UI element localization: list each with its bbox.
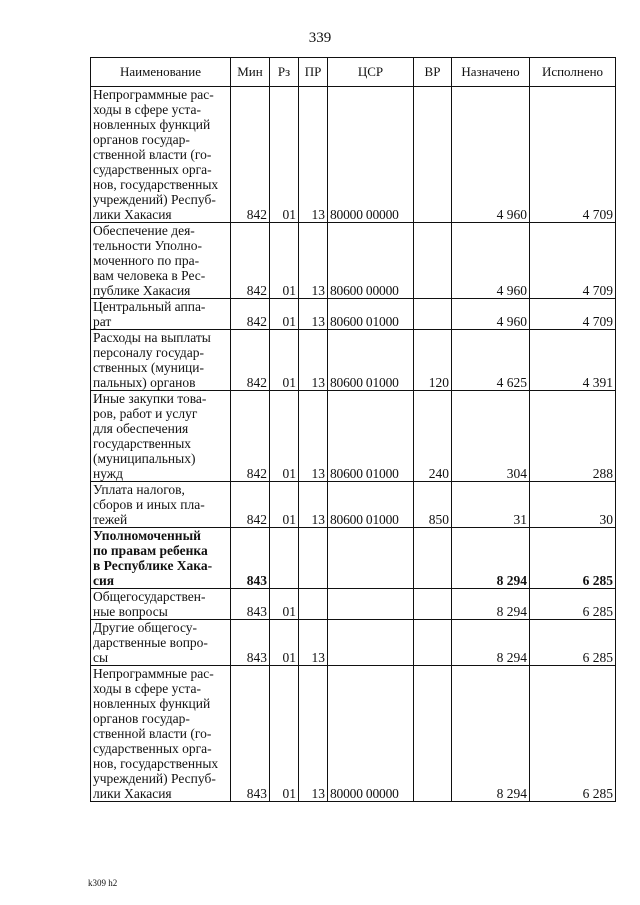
table-row — [91, 330, 616, 391]
row-name — [91, 330, 231, 391]
cell-csr: 80600 01000 — [328, 330, 414, 391]
cell-rz: 01 — [270, 223, 299, 299]
cell-vr — [414, 87, 452, 223]
row-name-line: ров, работ и услуг — [93, 406, 198, 421]
cell-min: 843 — [231, 528, 270, 589]
row-name-line: ственных (муници- — [93, 360, 205, 375]
page-number: 339 — [308, 30, 332, 46]
row-name-line: учреждений) Респуб- — [93, 771, 216, 786]
footer-code: k309 h2 — [88, 878, 118, 888]
row-name-line: персоналу государ- — [93, 345, 205, 360]
cell-vr — [414, 299, 452, 330]
cell-pr: 13 — [299, 330, 328, 391]
cell-csr — [328, 620, 414, 666]
cell-min: 842 — [231, 330, 270, 391]
cell-csr: 80000 00000 — [328, 87, 414, 223]
column-header-executed: Исполнено — [530, 58, 616, 87]
cell-executed: 4 391 — [530, 330, 616, 391]
cell-vr — [414, 666, 452, 802]
row-name — [91, 528, 231, 589]
cell-executed: 6 285 — [530, 589, 616, 620]
row-name-line: публике Хакасия — [93, 283, 191, 298]
row-name-line: рат — [93, 314, 112, 329]
row-name — [91, 87, 231, 223]
cell-assigned: 4 960 — [452, 299, 530, 330]
cell-vr: 120 — [414, 330, 452, 391]
table-row — [91, 391, 616, 482]
cell-assigned: 8 294 — [452, 589, 530, 620]
cell-pr: 13 — [299, 391, 328, 482]
column-header-pr: ПР — [299, 58, 328, 87]
cell-rz — [270, 528, 299, 589]
row-name-line: пальных) органов — [93, 375, 196, 390]
row-name-line: Уплата налогов, — [93, 482, 185, 497]
cell-pr: 13 — [299, 620, 328, 666]
row-name-line: Обеспечение дея- — [93, 223, 195, 238]
row-name — [91, 666, 231, 802]
column-header-assigned: Назначено — [452, 58, 530, 87]
row-name-line: Иные закупки това- — [93, 391, 207, 406]
row-name — [91, 482, 231, 528]
column-header-csr: ЦСР — [328, 58, 414, 87]
cell-executed: 4 709 — [530, 87, 616, 223]
row-name-line: вам человека в Рес- — [93, 268, 206, 283]
cell-pr: 13 — [299, 482, 328, 528]
cell-assigned: 304 — [452, 391, 530, 482]
cell-pr — [299, 528, 328, 589]
table-header-row — [91, 58, 616, 87]
cell-vr: 850 — [414, 482, 452, 528]
cell-csr: 80600 01000 — [328, 482, 414, 528]
row-name-line: сударственных орга- — [93, 162, 212, 177]
cell-pr — [299, 589, 328, 620]
cell-csr: 80600 01000 — [328, 299, 414, 330]
row-name-line: органов государ- — [93, 132, 190, 147]
cell-assigned: 31 — [452, 482, 530, 528]
table-row — [91, 482, 616, 528]
cell-pr: 13 — [299, 223, 328, 299]
cell-assigned: 8 294 — [452, 528, 530, 589]
row-name — [91, 589, 231, 620]
cell-csr — [328, 528, 414, 589]
column-header-rz: Рз — [270, 58, 299, 87]
cell-csr: 80600 01000 — [328, 391, 414, 482]
cell-rz: 01 — [270, 87, 299, 223]
table-row — [91, 589, 616, 620]
cell-min: 843 — [231, 620, 270, 666]
cell-executed: 30 — [530, 482, 616, 528]
cell-csr — [328, 589, 414, 620]
cell-csr: 80600 00000 — [328, 223, 414, 299]
row-name-line: нужд — [93, 466, 123, 481]
row-name-line: сборов и иных пла- — [93, 497, 205, 512]
row-name-line: органов государ- — [93, 711, 190, 726]
cell-vr — [414, 589, 452, 620]
table-row — [91, 620, 616, 666]
row-name-line: (муниципальных) — [93, 451, 196, 466]
table-body — [91, 87, 616, 802]
row-name-line: дарственные вопро- — [93, 635, 208, 650]
row-name-line: Расходы на выплаты — [93, 330, 211, 345]
cell-vr — [414, 528, 452, 589]
row-name — [91, 223, 231, 299]
row-name-line: Общегосударствен- — [93, 589, 206, 604]
row-name-line: Уполномоченный — [93, 528, 201, 543]
table-row — [91, 87, 616, 223]
row-name-line: ственной власти (го- — [93, 726, 212, 741]
row-name-line: ные вопросы — [93, 604, 168, 619]
cell-assigned: 8 294 — [452, 620, 530, 666]
budget-table — [90, 57, 616, 802]
cell-rz: 01 — [270, 482, 299, 528]
row-name-line: Центральный аппа- — [93, 299, 206, 314]
row-name-line: новленных функций — [93, 696, 211, 711]
cell-executed: 6 285 — [530, 666, 616, 802]
cell-min: 843 — [231, 589, 270, 620]
row-name-line: моченного по пра- — [93, 253, 200, 268]
cell-assigned: 4 960 — [452, 223, 530, 299]
row-name — [91, 391, 231, 482]
row-name-line: Непрограммные рас- — [93, 87, 214, 102]
column-header-min: Мин — [231, 58, 270, 87]
cell-rz: 01 — [270, 299, 299, 330]
cell-vr: 240 — [414, 391, 452, 482]
table-row — [91, 528, 616, 589]
cell-pr: 13 — [299, 666, 328, 802]
row-name-line: в Республике Хака- — [93, 558, 213, 573]
row-name-line: сия — [93, 573, 115, 588]
row-name-line: лики Хакасия — [93, 207, 172, 222]
row-name-line: сы — [93, 650, 109, 665]
cell-executed: 4 709 — [530, 299, 616, 330]
row-name-line: учреждений) Респуб- — [93, 192, 216, 207]
cell-executed: 6 285 — [530, 620, 616, 666]
cell-rz: 01 — [270, 666, 299, 802]
cell-vr — [414, 620, 452, 666]
row-name-line: новленных функций — [93, 117, 211, 132]
cell-executed: 288 — [530, 391, 616, 482]
table-row — [91, 666, 616, 802]
column-header-vr: ВР — [414, 58, 452, 87]
row-name-line: ходы в сфере уста- — [93, 681, 201, 696]
cell-assigned: 4 960 — [452, 87, 530, 223]
table-row — [91, 223, 616, 299]
row-name-line: лики Хакасия — [93, 786, 172, 801]
cell-min: 842 — [231, 299, 270, 330]
row-name-line: тежей — [93, 512, 128, 527]
cell-rz: 01 — [270, 589, 299, 620]
row-name-line: сударственных орга- — [93, 741, 212, 756]
row-name-line: нов, государственных — [93, 756, 219, 771]
row-name-line: для обеспечения — [93, 421, 189, 436]
cell-executed: 4 709 — [530, 223, 616, 299]
row-name-line: Непрограммные рас- — [93, 666, 214, 681]
cell-rz: 01 — [270, 620, 299, 666]
cell-min: 842 — [231, 223, 270, 299]
row-name-line: ственной власти (го- — [93, 147, 212, 162]
cell-pr: 13 — [299, 299, 328, 330]
row-name — [91, 299, 231, 330]
cell-pr: 13 — [299, 87, 328, 223]
cell-min: 842 — [231, 482, 270, 528]
cell-assigned: 8 294 — [452, 666, 530, 802]
cell-rz: 01 — [270, 330, 299, 391]
cell-rz: 01 — [270, 391, 299, 482]
cell-min: 842 — [231, 87, 270, 223]
row-name-line: по правам ребенка — [93, 543, 208, 558]
row-name-line: Другие общегосу- — [93, 620, 198, 635]
column-header-name: Наименование — [91, 58, 231, 87]
cell-csr: 80000 00000 — [328, 666, 414, 802]
row-name-line: ходы в сфере уста- — [93, 102, 201, 117]
row-name-line: государственных — [93, 436, 192, 451]
table-row — [91, 299, 616, 330]
cell-vr — [414, 223, 452, 299]
row-name-line: нов, государственных — [93, 177, 219, 192]
cell-min: 842 — [231, 391, 270, 482]
cell-min: 843 — [231, 666, 270, 802]
cell-assigned: 4 625 — [452, 330, 530, 391]
row-name-line: тельности Уполно- — [93, 238, 202, 253]
row-name — [91, 620, 231, 666]
cell-executed: 6 285 — [530, 528, 616, 589]
